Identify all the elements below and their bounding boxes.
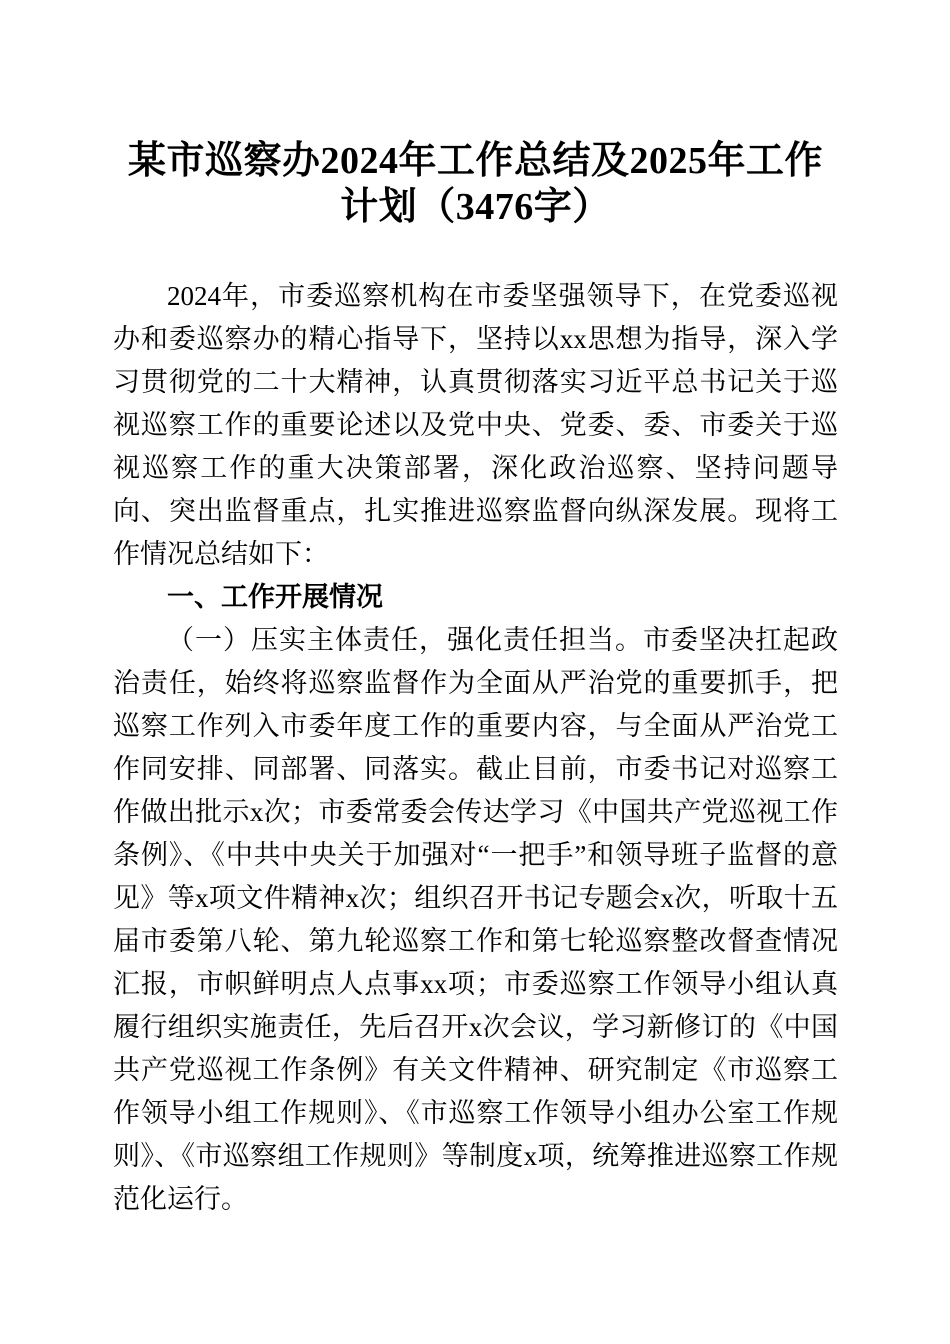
- document-body: [113, 275, 838, 1221]
- intro-paragraph: 2024年，市委巡察机构在市委坚强领导下，在党委巡视办和委巡察办的精心指导下，坚持以xx思想为指导，深入学习贯彻党的二十大精神，认真贯彻落实习近平总书记关于巡视巡察工作的重要论述以及党中央、党委、委、市委关于巡视巡察工作的重大决策部署，深化政治巡察、坚持问题导向、突出监督重点，扎实推进巡察监督向纵深发展。现将工作情况总结如下：: [113, 281, 838, 569]
- section-1-text: 市委坚决扛起政治责任，始终将巡察监督作为全面从严治党的重要抓手，把巡察工作列入市委年度工作的重要内容，与全面从严治党工作同安排、同部署、同落实。截止目前，市委书记对巡察工作做出批示x次；市委常委会传达学习《中国共产党巡视工作条例》、《中共中央关于加强对“一把手”和领导班子监督的意见》等x项文件精神x次；组织召开书记专题会x次，听取十五届市委第八轮、第九轮巡察工作和第七轮巡察整改督查情况汇报，市帜鲜明点人点事xx项；市委巡察工作领导小组认真履行组织实施责任，先后召开x次会议，学习新修订的《中国共产党巡视工作条例》有关文件精神、研究制定《市巡察工作领导小组工作规则》、《市巡察工作领导小组办公室工作规则》、《市巡察组工作规则》等制度x项，统筹推进巡察工作规范化运行。: [113, 625, 838, 1214]
- document-title: 某市巡察办2024年工作总结及2025年工作计划（3476字）: [127, 140, 823, 228]
- section-1-lead: （一）压实主体责任，强化责任担当。: [167, 625, 643, 655]
- section-1-paragraph: [113, 619, 838, 1221]
- section-heading-1: 一、工作开展情况: [167, 582, 383, 612]
